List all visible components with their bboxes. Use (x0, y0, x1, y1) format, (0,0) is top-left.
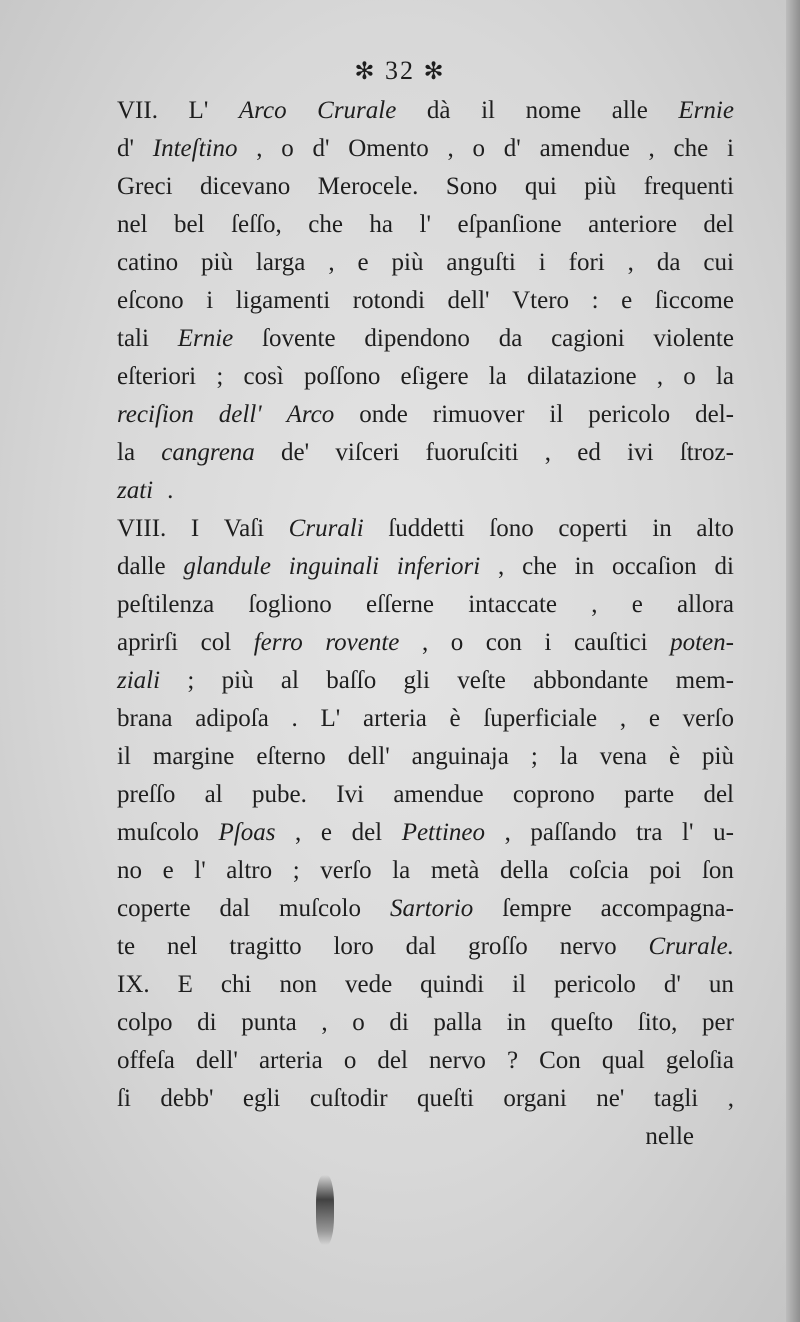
word: nervo (428, 1047, 486, 1074)
word: , (619, 705, 627, 732)
word: vede (344, 971, 393, 998)
word: ; (187, 667, 195, 694)
word: d' (663, 971, 681, 998)
word: l' (682, 819, 694, 846)
word: intaccate (468, 591, 558, 618)
page-body (117, 92, 734, 1156)
word: ; (530, 743, 538, 770)
word: che (522, 553, 557, 580)
word: cuſtodir (309, 1085, 388, 1112)
word: baſſo (326, 667, 377, 694)
word: palla (433, 1009, 482, 1036)
word: muſcolo (117, 819, 199, 846)
word: è (449, 705, 461, 732)
word: dà (426, 97, 451, 124)
word: viſceri (335, 439, 400, 466)
word: organi (503, 1085, 567, 1112)
word: la (559, 743, 578, 770)
word: Sartorio (389, 895, 474, 922)
word: del (703, 781, 734, 808)
word: ligamenti (235, 287, 331, 314)
text-line (117, 1118, 734, 1156)
ornament-left-icon: ✻ (354, 59, 377, 85)
word: così (243, 363, 284, 390)
word: la (488, 363, 507, 390)
word: anteriore (588, 211, 677, 238)
word: Ernie (678, 97, 734, 124)
word: non (279, 971, 317, 998)
word: , (498, 553, 505, 580)
word: , (421, 629, 429, 656)
text-line (117, 966, 734, 1004)
word: ha (369, 211, 394, 238)
word: dell' (195, 1047, 238, 1074)
word: eſcono (117, 287, 184, 314)
word: glandule (183, 553, 271, 580)
word: o (281, 135, 294, 162)
ornament-right-icon: ✻ (423, 59, 446, 85)
word: coſcia (569, 857, 629, 884)
word: frequenti (643, 173, 734, 200)
word: geloſia (665, 1047, 734, 1074)
word: tragitto (229, 933, 302, 960)
word: , (328, 249, 335, 276)
word: di (714, 553, 734, 580)
text-line (117, 776, 734, 814)
word: IX. (117, 971, 150, 998)
word: i (538, 249, 546, 276)
word: Crurale (317, 97, 397, 124)
word: i (544, 629, 552, 656)
word: con (485, 629, 522, 656)
word: da (498, 325, 523, 352)
word: dicevano (200, 173, 291, 200)
word: cagioni (551, 325, 625, 352)
word: tra (636, 819, 663, 846)
word: , (295, 819, 302, 846)
word: Ernie (177, 325, 234, 352)
word: alto (696, 515, 734, 542)
word: fuoruſciti (425, 439, 519, 466)
text-line (117, 548, 734, 586)
word: zati (117, 477, 154, 504)
word: e (631, 591, 643, 618)
word: che (308, 211, 343, 238)
word: queſti (417, 1085, 474, 1112)
word: il (481, 97, 496, 124)
word: ſito, (637, 1009, 678, 1036)
word: nervo (559, 933, 617, 960)
word: al (280, 667, 299, 694)
word: eſpanſione (457, 211, 562, 238)
word: de' (281, 439, 310, 466)
word: peſtilenza (117, 591, 215, 618)
word: arteria (362, 705, 427, 732)
word: ivi (627, 439, 654, 466)
word: l' (419, 211, 431, 238)
word: reciſion (117, 401, 194, 428)
word: Greci (117, 173, 173, 200)
word: i (727, 135, 734, 162)
word: anguinaja (411, 743, 509, 770)
word: ſuddetti (388, 515, 465, 542)
word: chi (220, 971, 252, 998)
word: eſigere (400, 363, 469, 390)
word: ſi (117, 1085, 131, 1112)
word: catino (117, 249, 179, 276)
word: nel (166, 933, 198, 960)
page-number: 32 (385, 56, 415, 85)
word: rovente (325, 629, 400, 656)
word: o (450, 629, 464, 656)
word: coperti (558, 515, 628, 542)
word: VII. (117, 97, 158, 124)
word: Ivi (336, 781, 364, 808)
word: l' (194, 857, 206, 884)
word: d' (503, 135, 521, 162)
text-line (117, 396, 734, 434)
word: pube. (252, 781, 307, 808)
word: dal (219, 895, 251, 922)
word: te (117, 933, 136, 960)
word: dell' (347, 743, 390, 770)
text-line (117, 472, 734, 510)
word: dell' (218, 401, 262, 428)
word: della (499, 857, 549, 884)
word: nome (525, 97, 582, 124)
word: del (703, 211, 734, 238)
word: poten- (670, 629, 734, 656)
word: L' (188, 97, 209, 124)
word: o (472, 135, 486, 162)
word: u- (713, 819, 734, 846)
word: parte (624, 781, 675, 808)
text-line (117, 586, 734, 624)
word: occaſion (611, 553, 697, 580)
word: eſſerne (365, 591, 434, 618)
word: dell' (447, 287, 490, 314)
word: Arco (238, 97, 287, 124)
text-line (117, 320, 734, 358)
word: Arco (286, 401, 335, 428)
word: groſſo (468, 933, 528, 960)
word: eſteriori (117, 363, 197, 390)
word: qual (601, 1047, 645, 1074)
word: , (256, 135, 263, 162)
page-edge-shadow (786, 0, 800, 1322)
page-header (0, 56, 800, 86)
word: , (504, 819, 511, 846)
word: I (190, 515, 200, 542)
word: i (206, 287, 214, 314)
word: , (727, 1085, 734, 1112)
text-line (117, 1042, 734, 1080)
word: ſogliono (248, 591, 332, 618)
word: verſo (682, 705, 734, 732)
word: abbondante (533, 667, 649, 694)
word: aprirſi (117, 629, 179, 656)
ink-smudge (316, 1175, 334, 1245)
word: , (321, 1009, 328, 1036)
word: dalle (117, 553, 166, 580)
word: paſſando (530, 819, 617, 846)
word: d' (312, 135, 330, 162)
text-line (117, 700, 734, 738)
word: Sono (445, 173, 498, 200)
word: più (201, 249, 233, 276)
word: o (352, 1009, 365, 1036)
word: bel (174, 211, 205, 238)
word: tali (117, 325, 149, 352)
word: ne' (596, 1085, 625, 1112)
word: ſtroz- (679, 439, 734, 466)
text-line (117, 852, 734, 890)
word: quindi (420, 971, 485, 998)
word: ſovente (262, 325, 336, 352)
word: del- (695, 401, 734, 428)
word: e (320, 819, 332, 846)
word: . (291, 705, 298, 732)
word: loro (333, 933, 374, 960)
word: VIII. (117, 515, 167, 542)
word: e (162, 857, 174, 884)
word: accompagna- (600, 895, 734, 922)
word: coprono (512, 781, 595, 808)
word: margine (152, 743, 235, 770)
word: adipoſa (195, 705, 269, 732)
word: di (197, 1009, 217, 1036)
word: Vaſi (223, 515, 265, 542)
word: no (117, 857, 142, 884)
word: un (708, 971, 734, 998)
word: poi (649, 857, 682, 884)
text-line (117, 1080, 734, 1118)
word: coperte (117, 895, 191, 922)
text-line (117, 814, 734, 852)
word: la (117, 439, 136, 466)
word: al (204, 781, 223, 808)
text-line (117, 624, 734, 662)
word: del (351, 819, 383, 846)
word: ziali (117, 667, 161, 694)
text-line (117, 358, 734, 396)
text-line (117, 92, 734, 130)
text-line (117, 510, 734, 548)
word: da (656, 249, 681, 276)
text-line (117, 738, 734, 776)
word: alle (611, 97, 648, 124)
word: che (673, 135, 709, 162)
text-line (117, 434, 734, 472)
word: colpo (117, 1009, 173, 1036)
word: dipendono (364, 325, 470, 352)
word: è (668, 743, 681, 770)
word: , (627, 249, 634, 276)
word: rimuover (432, 401, 525, 428)
word: anguſti (446, 249, 516, 276)
word: ſeſſo, (231, 211, 282, 238)
word: più (702, 743, 734, 770)
word: del (377, 1047, 408, 1074)
word: ; (292, 857, 300, 884)
word: preſſo (117, 781, 176, 808)
word: e (621, 287, 633, 314)
word: poſſono (303, 363, 381, 390)
word: Crurale. (648, 933, 734, 960)
word: fori (568, 249, 605, 276)
word: tagli (653, 1085, 699, 1112)
word: inferiori (396, 553, 481, 580)
word: qui (524, 173, 557, 200)
word: e (357, 249, 369, 276)
word: e (648, 705, 660, 732)
word: offeſa (117, 1047, 175, 1074)
text-line (117, 890, 734, 928)
text-line (117, 928, 734, 966)
word: gli (403, 667, 430, 694)
word: ſuperficiale (483, 705, 598, 732)
word: ? (506, 1047, 519, 1074)
word: muſcolo (279, 895, 361, 922)
word: Pſoas (218, 819, 276, 846)
word: onde (359, 401, 408, 428)
word: E (177, 971, 193, 998)
word: rotondi (352, 287, 425, 314)
word: vena (599, 743, 647, 770)
word: nel (117, 211, 148, 238)
word: debb' (160, 1085, 214, 1112)
word: amendue (539, 135, 630, 162)
word: cangrena (161, 439, 255, 466)
word: Inteſtino (152, 135, 238, 162)
word: più (584, 173, 617, 200)
word: eſterno (256, 743, 326, 770)
word: ſiccome (654, 287, 734, 314)
word: Pettineo (401, 819, 485, 846)
word: Crurali (288, 515, 364, 542)
word: o (343, 1047, 357, 1074)
word: veſte (457, 667, 506, 694)
word: violente (653, 325, 734, 352)
word: metà (430, 857, 480, 884)
word: ed (577, 439, 601, 466)
word: dilatazione (526, 363, 637, 390)
word: Con (539, 1047, 581, 1074)
word: queſto (550, 1009, 614, 1036)
word: il (512, 971, 526, 998)
word: mem- (675, 667, 734, 694)
text-line (117, 206, 734, 244)
word: , (656, 363, 664, 390)
text-line (117, 282, 734, 320)
word: in (652, 515, 672, 542)
word: dal (405, 933, 437, 960)
word: in (506, 1009, 527, 1036)
word: . (167, 477, 174, 504)
word: ſempre (502, 895, 572, 922)
word: ferro (253, 629, 303, 656)
word: egli (242, 1085, 281, 1112)
word: il (117, 743, 131, 770)
word: di (389, 1009, 409, 1036)
word: brana (117, 705, 173, 732)
word: , (447, 135, 454, 162)
word: in (574, 553, 595, 580)
word: cui (703, 249, 734, 276)
word: nelle (645, 1123, 694, 1150)
word: o (683, 363, 696, 390)
word: per (701, 1009, 734, 1036)
word: il (549, 401, 564, 428)
text-line (117, 662, 734, 700)
word: ſon (701, 857, 734, 884)
text-line (117, 1004, 734, 1042)
word: Merocele. (317, 173, 419, 200)
word: punta (241, 1009, 297, 1036)
text-line (117, 168, 734, 206)
word: cauſtici (573, 629, 648, 656)
word: , (648, 135, 655, 162)
word: col (200, 629, 232, 656)
word: d' (117, 135, 135, 162)
word: la (392, 857, 411, 884)
word: Vtero (512, 287, 570, 314)
word: più (221, 667, 254, 694)
word: , (544, 439, 552, 466)
word: altro (226, 857, 273, 884)
word: inguinali (288, 553, 380, 580)
word: la (715, 363, 734, 390)
word: arteria (258, 1047, 323, 1074)
word: verſo (320, 857, 372, 884)
word: larga (255, 249, 306, 276)
word: pericolo (588, 401, 671, 428)
word: allora (677, 591, 734, 618)
word: Omento (348, 135, 429, 162)
text-line (117, 130, 734, 168)
word: pericolo (553, 971, 636, 998)
word: ; (216, 363, 224, 390)
word: ſono (489, 515, 534, 542)
word: amendue (393, 781, 484, 808)
word: , (591, 591, 598, 618)
word: : (591, 287, 599, 314)
word: L' (320, 705, 341, 732)
text-line (117, 244, 734, 282)
word: più (391, 249, 424, 276)
